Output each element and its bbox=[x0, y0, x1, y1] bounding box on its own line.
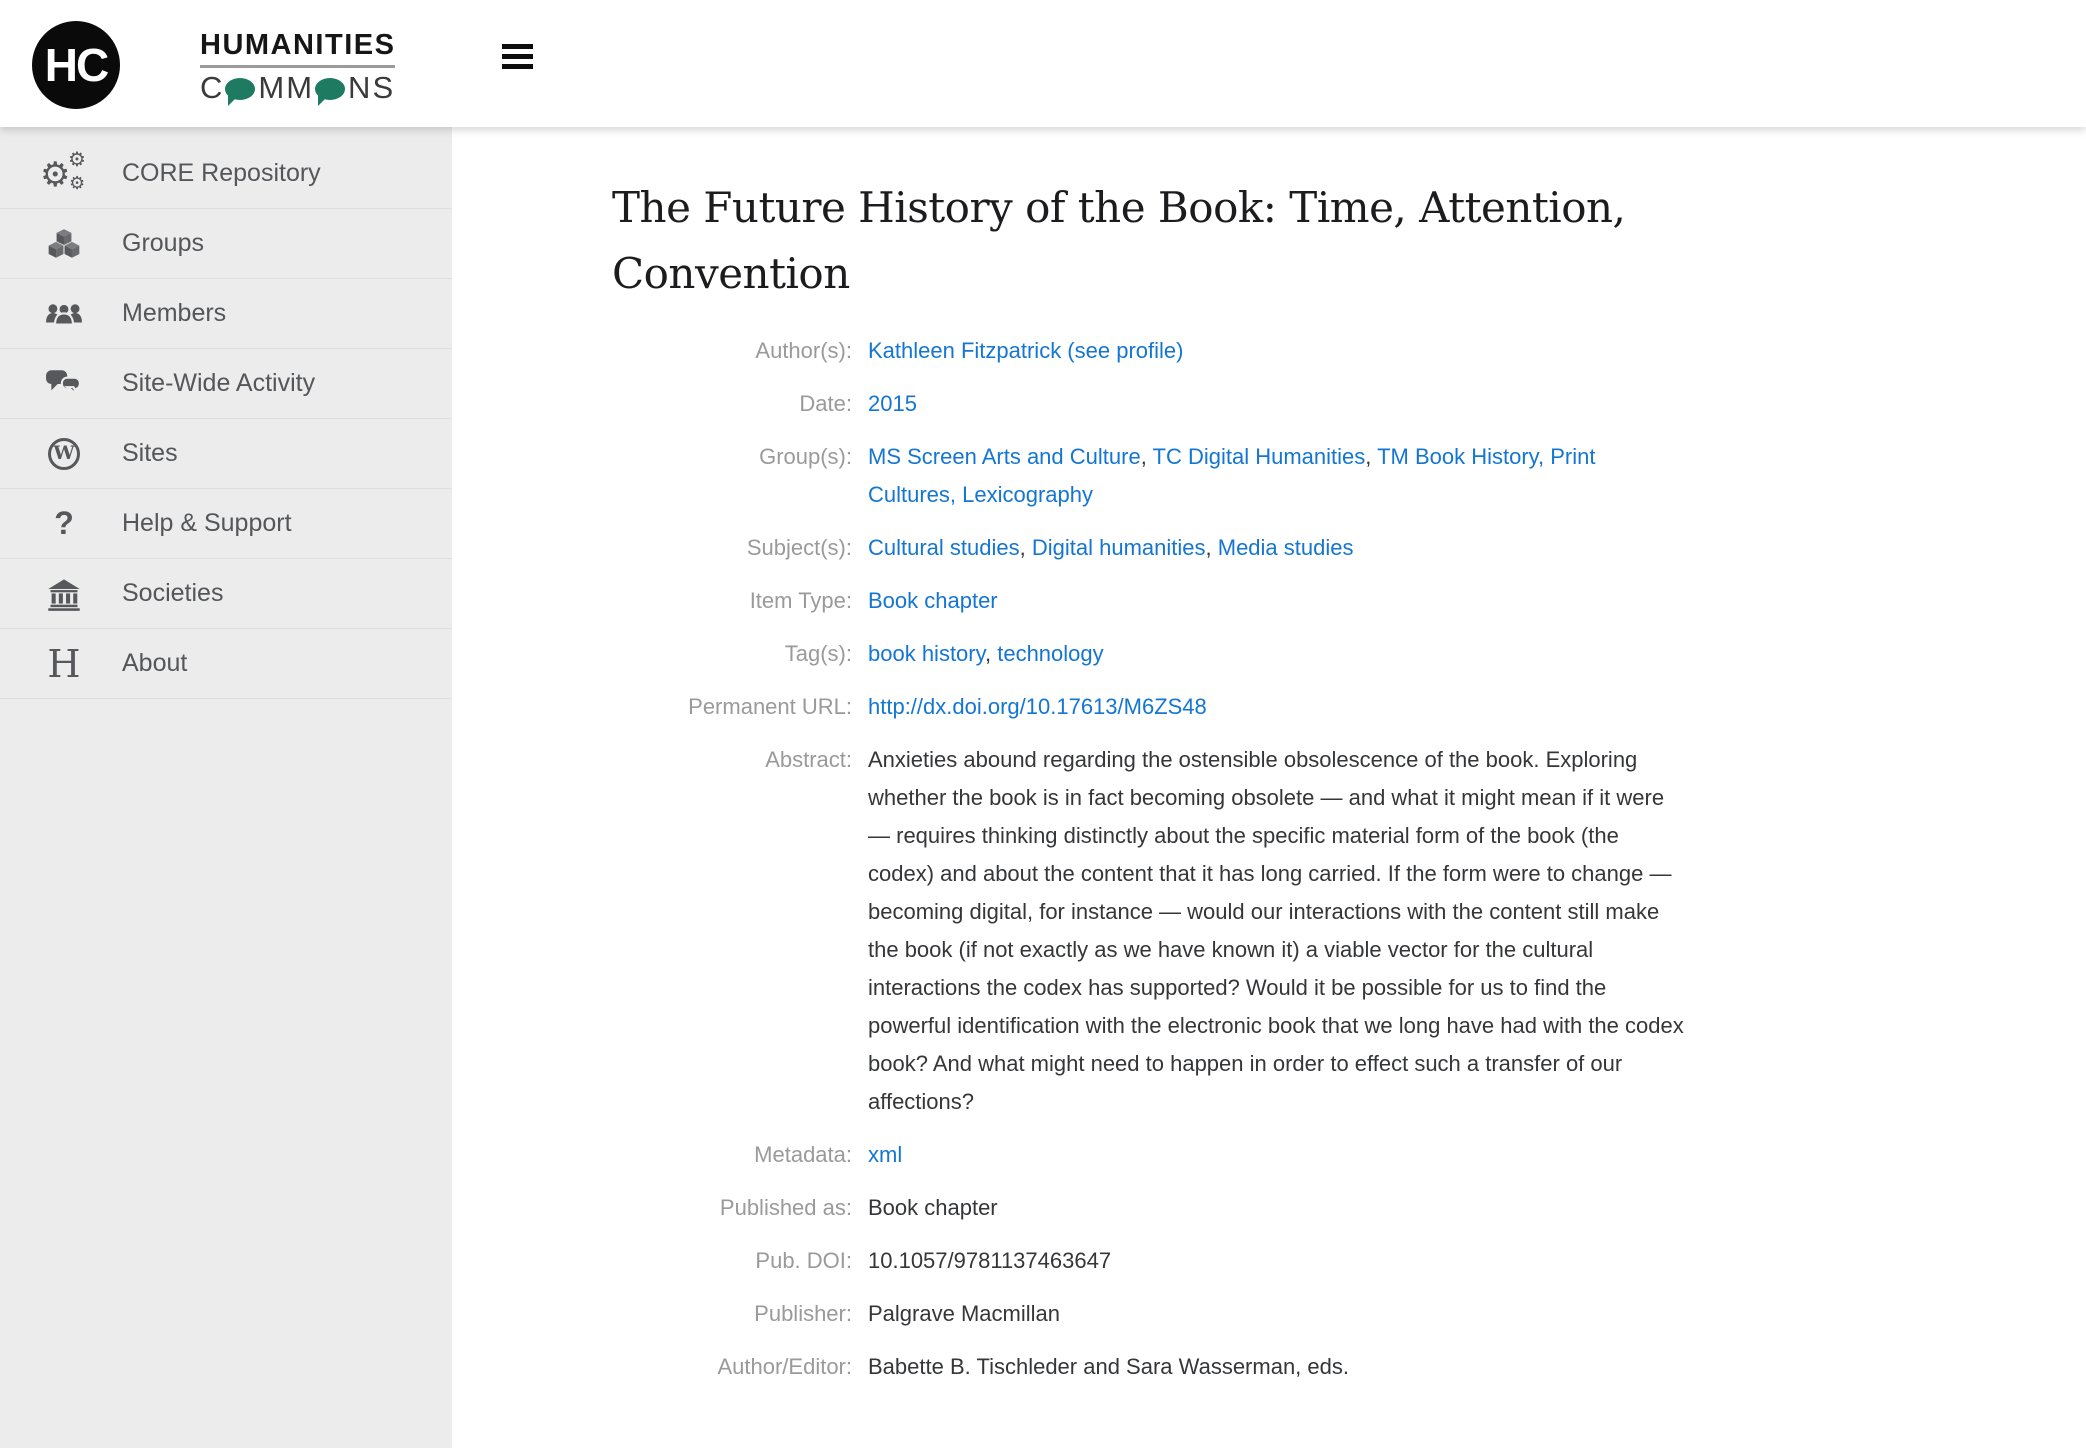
record-fields bbox=[612, 332, 2086, 1386]
field-link[interactable]: Digital humanities bbox=[1031, 535, 1206, 560]
field-label-date: Date: bbox=[799, 391, 852, 416]
field-value-abstract bbox=[868, 741, 1688, 1121]
sidebar-item-sites[interactable] bbox=[0, 419, 452, 489]
field-link[interactable]: Cultural studies bbox=[868, 535, 1020, 560]
field-link[interactable]: http://dx.doi.org/10.17613/M6ZS48 bbox=[868, 694, 1207, 719]
field-link[interactable]: Kathleen Fitzpatrick (see profile) bbox=[868, 338, 1184, 363]
sidebar-item-members[interactable] bbox=[0, 279, 452, 349]
field-value-groups bbox=[868, 438, 1688, 514]
field-text: , bbox=[1205, 535, 1218, 560]
sidebar bbox=[0, 127, 452, 1448]
field-row-author-editor bbox=[612, 1348, 2086, 1386]
field-value-pub-doi bbox=[868, 1242, 1688, 1280]
logo-humanities-text: HUMANITIES bbox=[200, 28, 396, 61]
wordpress-icon: W bbox=[42, 430, 86, 478]
speech-bubble-o-icon bbox=[225, 78, 255, 100]
field-label-subjects: Subject(s): bbox=[746, 535, 852, 560]
field-link[interactable]: xml bbox=[868, 1142, 903, 1167]
field-value-publisher bbox=[868, 1295, 1688, 1333]
sidebar-item-about[interactable] bbox=[0, 629, 452, 699]
field-label-tags: Tag(s): bbox=[784, 641, 852, 666]
record-view bbox=[452, 127, 2086, 1448]
hc-monogram-icon bbox=[32, 21, 120, 109]
field-row-authors bbox=[612, 332, 2086, 370]
field-link[interactable]: TC Digital Humanities bbox=[1152, 444, 1366, 469]
field-text: Anxieties abound regarding the ostensible obsolescence of the book. Exploring whether the book is in fact becoming obsolete — and what it might mean if it were — requires thinking distinctly about the specific material form of the book (the codex) and about the content that it has long carried. If the form were to change — becoming digital, for instance — would our interactions with the content still make the book (if not exactly as we have known it) a viable vector for the cultural interactions the codex has supported? Would it be possible for us to find the powerful identification with the electronic book that we long have had with the codex book? And what might need to happen in order to effect such a transfer of our affections? bbox=[868, 747, 1684, 1114]
field-row-metadata bbox=[612, 1136, 2086, 1174]
sidebar-item-site-wide-activity[interactable] bbox=[0, 349, 452, 419]
field-text: Babette B. Tischleder and Sara Wasserman, eds. bbox=[868, 1354, 1349, 1379]
field-label-permanent-url: Permanent URL: bbox=[688, 694, 852, 719]
sidebar-item-label: Sites bbox=[122, 439, 178, 467]
field-value-permanent-url bbox=[868, 688, 1688, 726]
home-logo-link[interactable] bbox=[0, 19, 395, 109]
field-link[interactable]: technology bbox=[997, 641, 1104, 666]
field-text: , bbox=[1365, 444, 1378, 469]
field-row-tags bbox=[612, 635, 2086, 673]
letter-h-icon: H bbox=[47, 641, 81, 686]
field-label-metadata: Metadata: bbox=[754, 1142, 852, 1167]
logo-wordmark bbox=[200, 29, 395, 103]
field-value-authors bbox=[868, 332, 1688, 370]
sidebar-item-label: Help & Support bbox=[122, 509, 292, 537]
field-link[interactable]: MS Screen Arts and Culture bbox=[868, 444, 1141, 469]
field-text: , bbox=[1019, 535, 1032, 560]
field-row-item-type bbox=[612, 582, 2086, 620]
field-text: 10.1057/9781137463647 bbox=[868, 1248, 1112, 1273]
field-value-subjects bbox=[868, 529, 1688, 567]
field-label-item-type: Item Type: bbox=[749, 588, 852, 613]
field-value-metadata bbox=[868, 1136, 1688, 1174]
field-value-author-editor bbox=[868, 1348, 1688, 1386]
field-text: Palgrave Macmillan bbox=[868, 1301, 1060, 1326]
field-row-pub-doi bbox=[612, 1242, 2086, 1280]
sidebar-item-label: Site-Wide Activity bbox=[122, 369, 316, 397]
field-label-author-editor: Author/Editor: bbox=[717, 1354, 852, 1379]
field-value-tags bbox=[868, 635, 1688, 673]
field-link[interactable]: Book chapter bbox=[868, 588, 998, 613]
field-value-item-type bbox=[868, 582, 1688, 620]
field-label-publisher: Publisher: bbox=[754, 1301, 852, 1326]
field-row-permanent-url bbox=[612, 688, 2086, 726]
field-row-published-as bbox=[612, 1189, 2086, 1227]
cubes-icon bbox=[42, 220, 86, 268]
sidebar-item-help-support[interactable] bbox=[0, 489, 452, 559]
field-link[interactable]: TM Book History, Print Cultures, Lexicography bbox=[868, 444, 1596, 507]
logo-commons-word: C MM NS bbox=[200, 69, 394, 105]
field-text: Book chapter bbox=[868, 1195, 998, 1220]
sidebar-item-label: CORE Repository bbox=[122, 159, 321, 187]
menu-toggle-button[interactable] bbox=[502, 44, 536, 74]
header bbox=[0, 0, 2086, 127]
field-link[interactable]: Media studies bbox=[1217, 535, 1354, 560]
sidebar-item-label: Societies bbox=[122, 579, 224, 607]
comments-icon bbox=[42, 360, 86, 408]
field-value-published-as bbox=[868, 1189, 1688, 1227]
sidebar-item-groups[interactable] bbox=[0, 209, 452, 279]
bank-icon bbox=[42, 570, 86, 618]
field-link[interactable]: 2015 bbox=[868, 391, 917, 416]
field-label-authors: Author(s): bbox=[755, 338, 852, 363]
field-row-abstract bbox=[612, 741, 2086, 1121]
hamburger-icon bbox=[502, 44, 536, 69]
sidebar-item-societies[interactable] bbox=[0, 559, 452, 629]
users-icon bbox=[42, 290, 86, 338]
field-label-pub-doi: Pub. DOI: bbox=[755, 1248, 852, 1273]
field-label-groups: Group(s): bbox=[759, 444, 852, 469]
record-title: The Future History of the Book: Time, Attention, Convention bbox=[612, 183, 1626, 298]
hc-monogram-text: HC bbox=[44, 38, 108, 91]
field-row-subjects bbox=[612, 529, 2086, 567]
sidebar-item-core-repository[interactable] bbox=[0, 139, 452, 209]
field-value-date bbox=[868, 385, 1688, 423]
question-icon: ? bbox=[54, 505, 74, 541]
field-label-published-as: Published as: bbox=[719, 1195, 852, 1220]
page-body bbox=[0, 127, 2086, 1448]
sidebar-item-label: Members bbox=[122, 299, 227, 327]
sidebar-item-label: Groups bbox=[122, 229, 204, 257]
field-row-date bbox=[612, 385, 2086, 423]
field-text: , bbox=[984, 641, 998, 666]
field-label-abstract: Abstract: bbox=[765, 747, 852, 772]
field-row-groups bbox=[612, 438, 2086, 514]
field-link[interactable]: book history bbox=[868, 641, 985, 666]
gears-icon: ⚙ ⚙ ⚙ bbox=[40, 148, 86, 194]
field-text: , bbox=[1140, 444, 1153, 469]
logo-divider bbox=[200, 65, 395, 68]
sidebar-item-label: About bbox=[122, 649, 188, 677]
speech-bubble-o-icon bbox=[315, 78, 345, 100]
field-row-publisher bbox=[612, 1295, 2086, 1333]
